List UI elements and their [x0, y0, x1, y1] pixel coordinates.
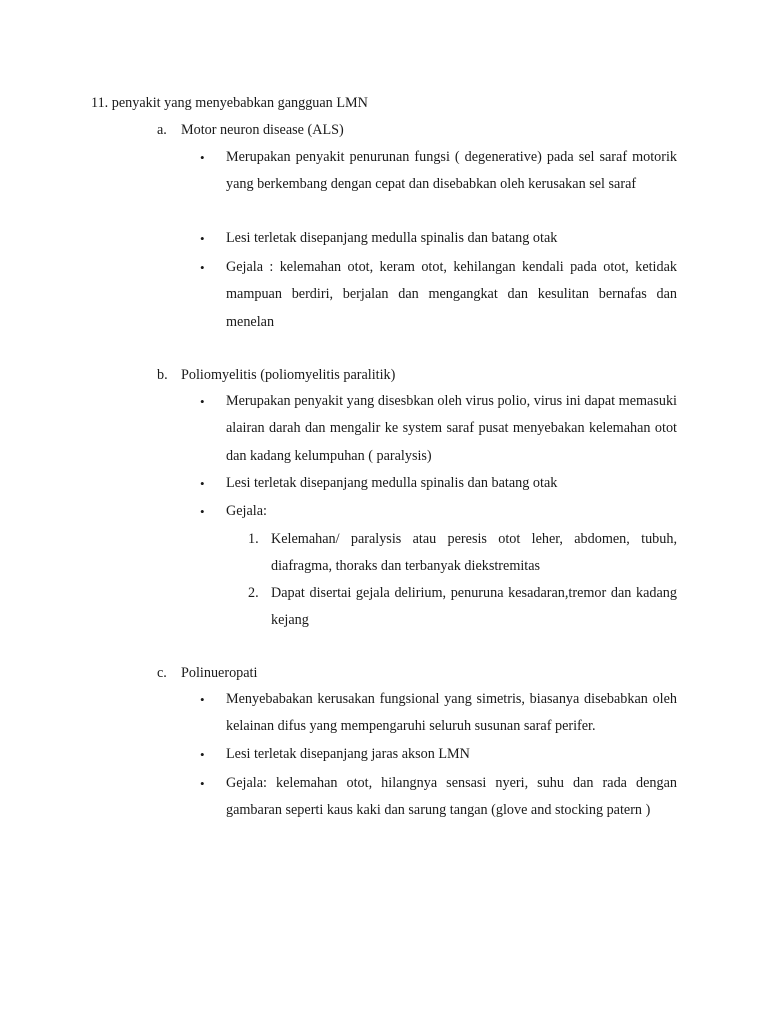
bullet-icon: • [200, 260, 205, 275]
section-b-bullet-2: Lesi terletak disepanjang medulla spinalis dan batang otak [226, 475, 558, 491]
section-b-header [157, 365, 395, 385]
section-a-bullet-2: Lesi terletak disepanjang medulla spinalis dan batang otak [226, 230, 558, 246]
section-c-bullet-1: Menyebabakan kerusakan fungsional yang simetris, biasanya disebabkan oleh kelainan difus yang mempengaruhi seluruh susunan saraf perifer. [226, 691, 677, 735]
section-a-bullet-1: Merupakan penyakit penurunan fungsi ( degenerative) pada sel saraf motorik yang berkembang dengan cepat dan disebabkan oleh kerusakan sel saraf [226, 149, 677, 193]
section-c-header [157, 663, 257, 683]
section-a-title: Motor neuron disease (ALS) [181, 122, 344, 138]
section-a-marker: a. [157, 122, 167, 138]
numbered-marker-2: 2. [248, 585, 259, 601]
section-c-marker: c. [157, 665, 167, 681]
section-b-bullet-1: Merupakan penyakit yang disesbkan oleh virus polio, virus ini dapat memasuki alairan darah dan mengalir ke system saraf pusat menyebakan kelemahan otot dan kadang kelumpuhan ( paralysis) [226, 393, 677, 464]
section-b-title: Poliomyelitis (poliomyelitis paralitik) [181, 367, 396, 383]
bullet-icon: • [200, 476, 205, 491]
section-a-header [157, 120, 344, 140]
numbered-item-1: Kelemahan/ paralysis atau peresis otot leher, abdomen, tubuh, diafragma, thoraks dan terbanyak diekstremitas [271, 531, 677, 575]
bullet-icon: • [200, 231, 205, 246]
bullet-icon: • [200, 394, 205, 409]
numbered-marker-1: 1. [248, 531, 259, 547]
section-c-bullet-2: Lesi terletak disepanjang jaras akson LMN [226, 746, 470, 762]
section-a-bullet-3: Gejala : kelemahan otot, keram otot, kehilangan kendali pada otot, ketidak mampuan berdiri, berjalan dan mengangkat dan kesulitan bernafas dan menelan [226, 259, 677, 330]
bullet-icon: • [200, 504, 205, 519]
section-c-title: Polinueropati [181, 665, 258, 681]
section-c-bullet-3: Gejala: kelemahan otot, hilangnya sensasi nyeri, suhu dan rada dengan gambaran seperti kaus kaki dan sarung tangan (glove and stocking patern ) [226, 775, 677, 819]
section-b-bullet-3: Gejala: [226, 503, 267, 519]
bullet-icon: • [200, 692, 205, 707]
numbered-item-2: Dapat disertai gejala delirium, penuruna kesadaran,tremor dan kadang kejang [271, 585, 677, 629]
document-heading: 11. penyakit yang menyebabkan gangguan LMN [91, 95, 368, 111]
bullet-icon: • [200, 747, 205, 762]
bullet-icon: • [200, 776, 205, 791]
bullet-icon: • [200, 150, 205, 165]
section-b-marker: b. [157, 367, 168, 383]
